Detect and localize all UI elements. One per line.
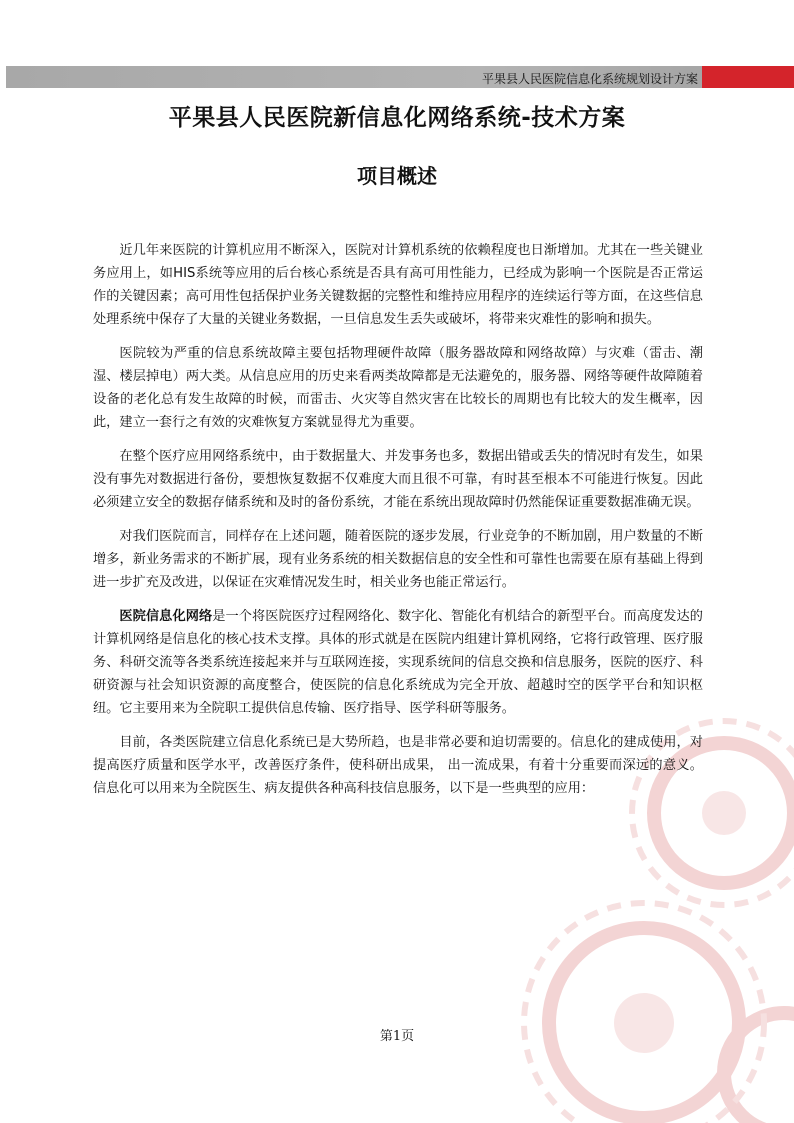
document-body <box>93 239 703 811</box>
paragraph-6: 目前，各类医院建立信息化系统已是大势所趋，也是非常必要和迫切需要的。信息化的建成使用，对提高医疗质量和医学水平，改善医疗条件，使科研出成果， 出一流成果，有着十分重要而深远的意义。信息化可以用来为全院医生、病友提供各种高科技信息服务，以下是一些典型的应用： <box>93 735 703 796</box>
paragraph-5-lead: 医院信息化网络 <box>119 609 213 624</box>
document-title: 平果县人民医院新信息化网络系统-技术方案 <box>168 105 626 131</box>
section-title: 项目概述 <box>357 164 437 188</box>
running-header-title: 平果县人民医院信息化系统规划设计方案 <box>481 72 698 86</box>
paragraph-4: 对我们医院而言，同样存在上述问题，随着医院的逐步发展，行业竞争的不断加剧，用户数量的不断增多，新业务需求的不断扩展，现有业务系统的相关数据信息的安全性和可靠性也需要在原有基础上得到进一步扩充及改进，以保证在灾难情况发生时，相关业务也能正常运行。 <box>93 529 703 590</box>
running-header-bar <box>6 66 794 88</box>
paragraph-5 <box>93 605 703 720</box>
paragraph-5-rest: 是一个将医院医疗过程网络化、数字化、智能化有机结合的新型平台。而高度发达的计算机网络是信息化的核心技术支撑。具体的形式就是在医院内组建计算机网络，它将行政管理、医疗服务、科研交流等各类系统连接起来并与互联网连接，实现系统间的信息交换和信息服务，医院的医疗、科研资源与社会知识资源的高度整合，使医院的信息化系统成为完全开放、超越时空的医学平台和知识枢纽。它主要用来为全院职工提供信息传输、医疗指导、医学科研等服务。 <box>93 609 703 716</box>
header-accent-block <box>702 66 794 88</box>
paragraph-2: 医院较为严重的信息系统故障主要包括物理硬件故障（服务器故障和网络故障）与灾难（雷击、潮湿、楼层掉电）两大类。从信息应用的历史来看两类故障都是无法避免的，服务器、网络等硬件故障随着设备的老化总有发生故障的时候，而雷击、火灾等自然灾害在比较长的周期也有比较大的发生概率，因此，建立一套行之有效的灾难恢复方案就显得尤为重要。 <box>93 346 703 430</box>
paragraph-1: 近几年来医院的计算机应用不断深入，医院对计算机系统的依赖程度也日渐增加。尤其在一些关键业务应用上，如HIS系统等应用的后台核心系统是否具有高可用性能力，已经成为影响一个医院是否正常运作的关键因素；高可用性包括保护业务关键数据的完整性和维持应用程序的连续运行等方面，在这些信息处理系统中保存了大量的关键业务数据，一旦信息发生丢失或破坏，将带来灾难性的影响和损失。 <box>93 243 703 327</box>
page-number: 第1页 <box>379 1029 415 1044</box>
paragraph-3: 在整个医疗应用网络系统中，由于数据量大、并发事务也多，数据出错或丢失的情况时有发生，如果没有事先对数据进行备份，要想恢复数据不仅难度大而且很不可靠，有时甚至根本不可能进行恢复。因此必须建立安全的数据存储系统和及时的备份系统，才能在系统出现故障时仍然能保证重要数据准确无误。 <box>93 449 703 510</box>
